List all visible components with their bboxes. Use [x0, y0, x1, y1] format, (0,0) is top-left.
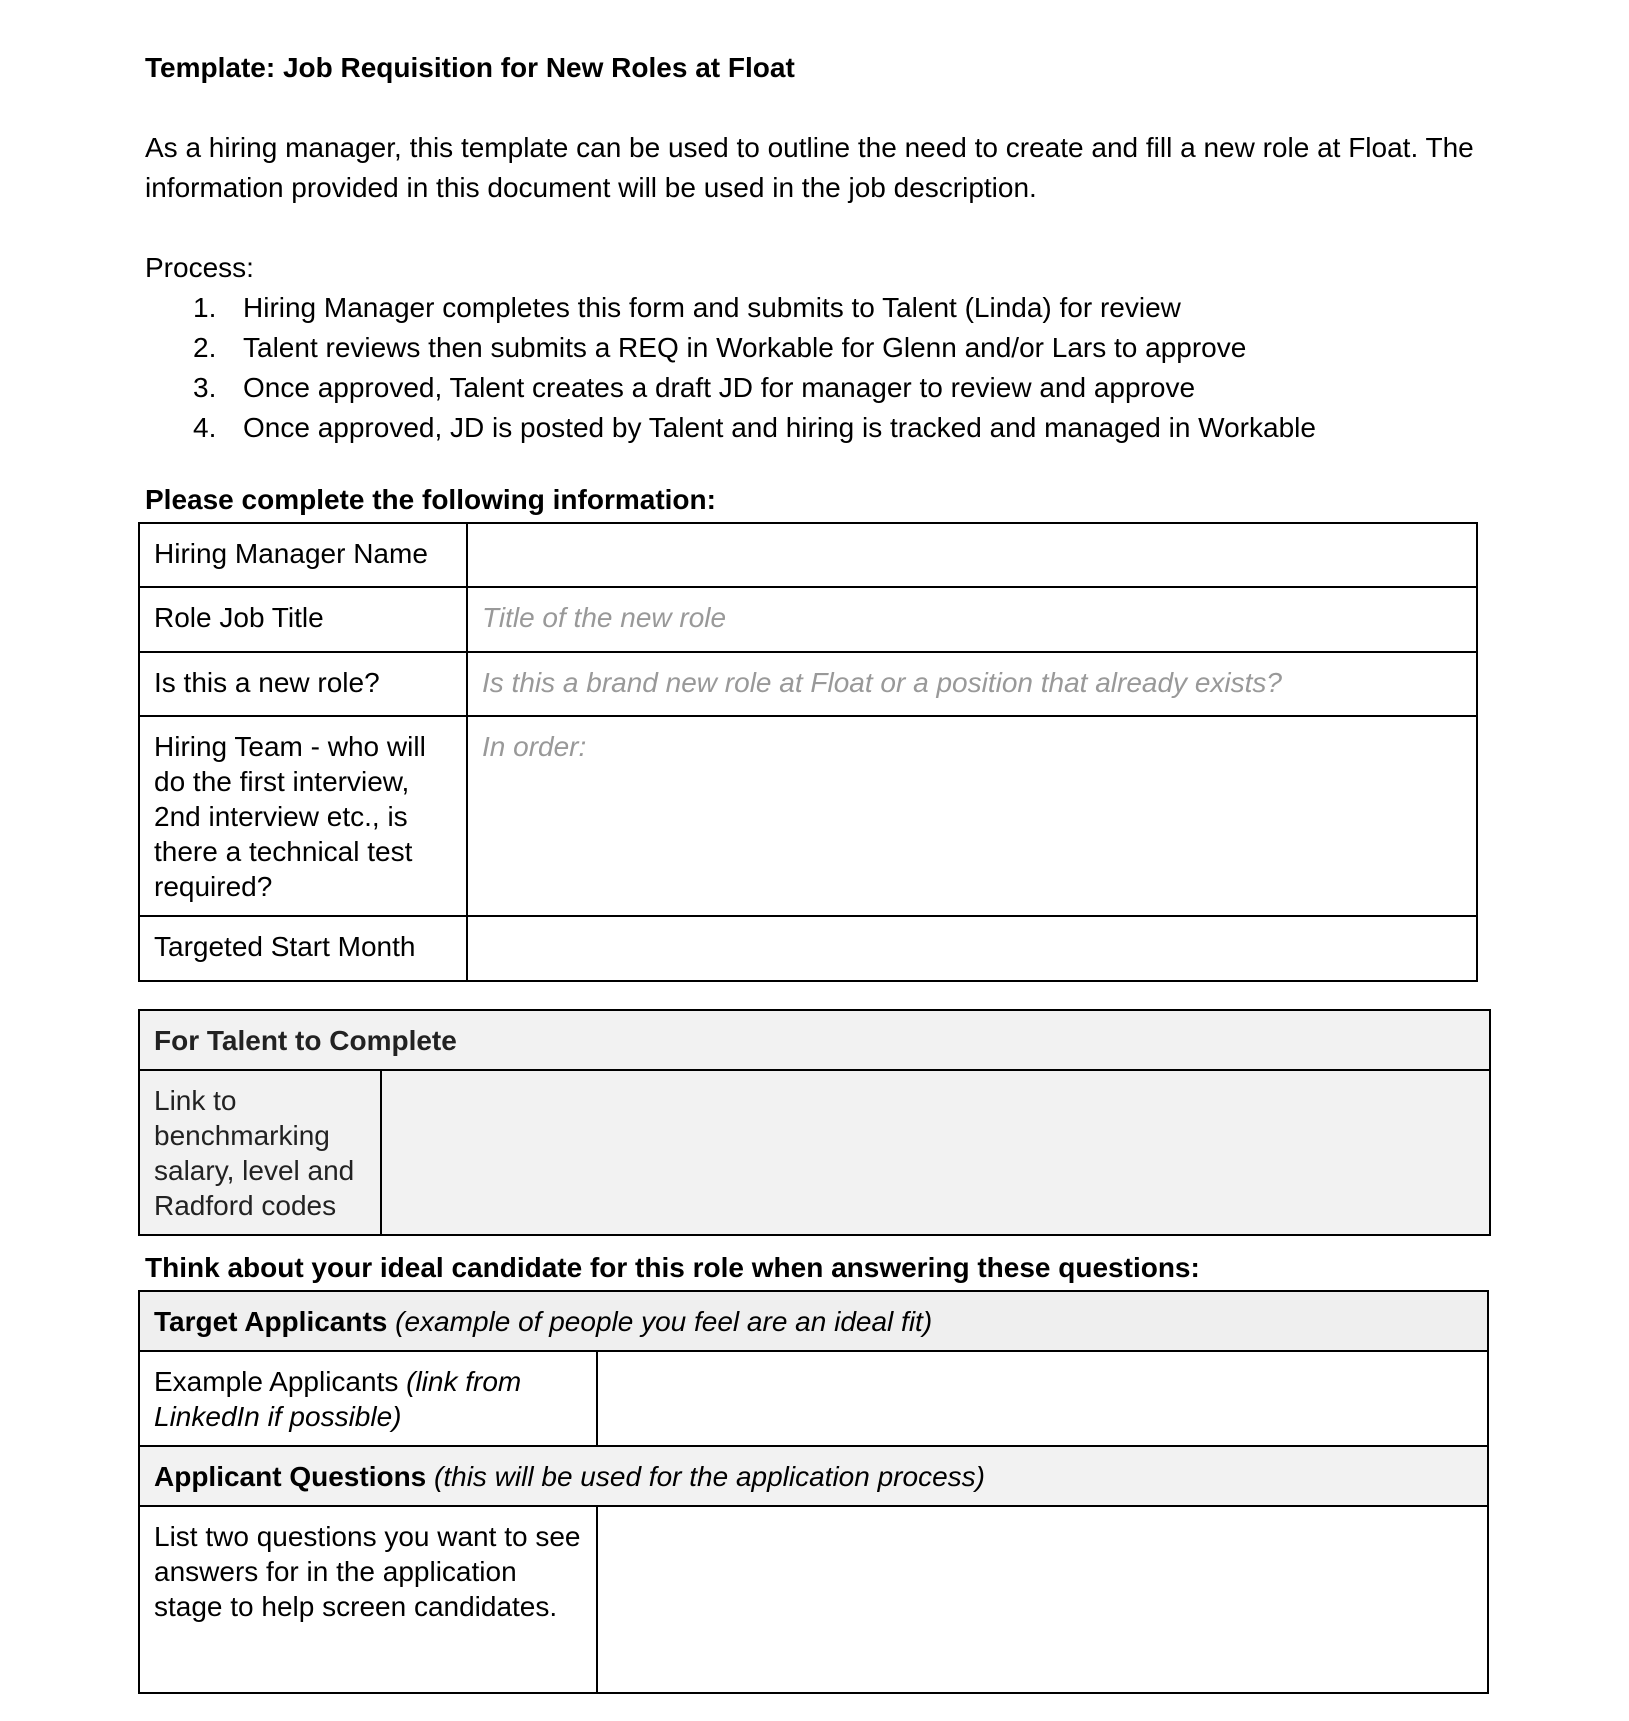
field-placeholder: In order:: [482, 731, 587, 762]
step-number: 2.: [193, 332, 217, 363]
hiring-manager-name-field[interactable]: [467, 523, 1477, 587]
manager-form-heading: Please complete the following information:: [145, 484, 716, 515]
step-text: Once approved, JD is posted by Talent and hiring is tracked and managed in Workable: [243, 412, 1316, 443]
field-label: Targeted Start Month: [139, 916, 467, 981]
field-label: Hiring Team - who will do the first interview, 2nd interview etc., is there a technical test required?: [139, 716, 467, 916]
new-role-field[interactable]: [467, 652, 1477, 716]
example-applicants-field[interactable]: [597, 1351, 1488, 1446]
manager-form-table: [138, 522, 1478, 982]
field-label: Hiring Manager Name: [139, 523, 467, 587]
table-row: [139, 1070, 1490, 1235]
field-label: Is this a new role?: [139, 652, 467, 716]
step-number: 4.: [193, 412, 217, 443]
section-header-row: [139, 1446, 1488, 1506]
process-steps-list: [145, 288, 1316, 448]
candidate-form-heading: Think about your ideal candidate for this role when answering these questions:: [145, 1252, 1200, 1283]
field-placeholder: Title of the new role: [482, 602, 727, 633]
section-note: (this will be used for the application process): [434, 1461, 985, 1492]
field-label: List two questions you want to see answers for in the application stage to help screen candidates.: [139, 1506, 597, 1693]
candidate-form-table: [138, 1290, 1489, 1694]
field-label-note: (link from LinkedIn if possible): [154, 1366, 522, 1432]
field-placeholder: Is this a brand new role at Float or a position that already exists?: [482, 667, 1282, 698]
step-text: Hiring Manager completes this form and submits to Talent (Linda) for review: [243, 292, 1181, 323]
step-text: Once approved, Talent creates a draft JD for manager to review and approve: [243, 372, 1196, 403]
section-title: Applicant Questions: [154, 1461, 427, 1492]
step-text: Talent reviews then submits a REQ in Workable for Glenn and/or Lars to approve: [243, 332, 1247, 363]
talent-form-table: [138, 1009, 1491, 1236]
table-row: [139, 652, 1477, 716]
benchmarking-link-field[interactable]: [381, 1070, 1490, 1235]
table-row: [139, 587, 1477, 652]
applicant-questions-field[interactable]: [597, 1506, 1488, 1693]
step-number: 1.: [193, 292, 217, 323]
targeted-start-month-field[interactable]: [467, 916, 1477, 981]
field-label-text: Example Applicants: [154, 1366, 399, 1397]
process-label: Process:: [145, 252, 254, 283]
section-header: [139, 1291, 1488, 1351]
table-row: [139, 1506, 1488, 1693]
talent-form-heading: For Talent to Complete: [139, 1010, 1490, 1070]
table-row: [139, 523, 1477, 587]
process-step: [145, 328, 1316, 368]
table-row: [139, 716, 1477, 916]
intro-paragraph: As a hiring manager, this template can be used to outline the need to create and fill a new role at Float. The information provided in this document will be used in the job description.: [145, 132, 1474, 203]
table-header-row: [139, 1010, 1490, 1070]
section-header: [139, 1446, 1488, 1506]
document-title: Template: Job Requisition for New Roles at Float: [145, 52, 795, 83]
table-row: [139, 1351, 1488, 1446]
section-header-row: [139, 1291, 1488, 1351]
section-note: (example of people you feel are an ideal fit): [395, 1306, 933, 1337]
table-row: [139, 916, 1477, 981]
process-step: [145, 408, 1316, 448]
step-number: 3.: [193, 372, 217, 403]
field-label: Link to benchmarking salary, level and Radford codes: [139, 1070, 381, 1235]
role-job-title-field[interactable]: [467, 587, 1477, 652]
field-label: Role Job Title: [139, 587, 467, 652]
section-title: Target Applicants: [154, 1306, 388, 1337]
field-label: [139, 1351, 597, 1446]
hiring-team-field[interactable]: [467, 716, 1477, 916]
process-step: [145, 368, 1316, 408]
process-step: [145, 288, 1316, 328]
